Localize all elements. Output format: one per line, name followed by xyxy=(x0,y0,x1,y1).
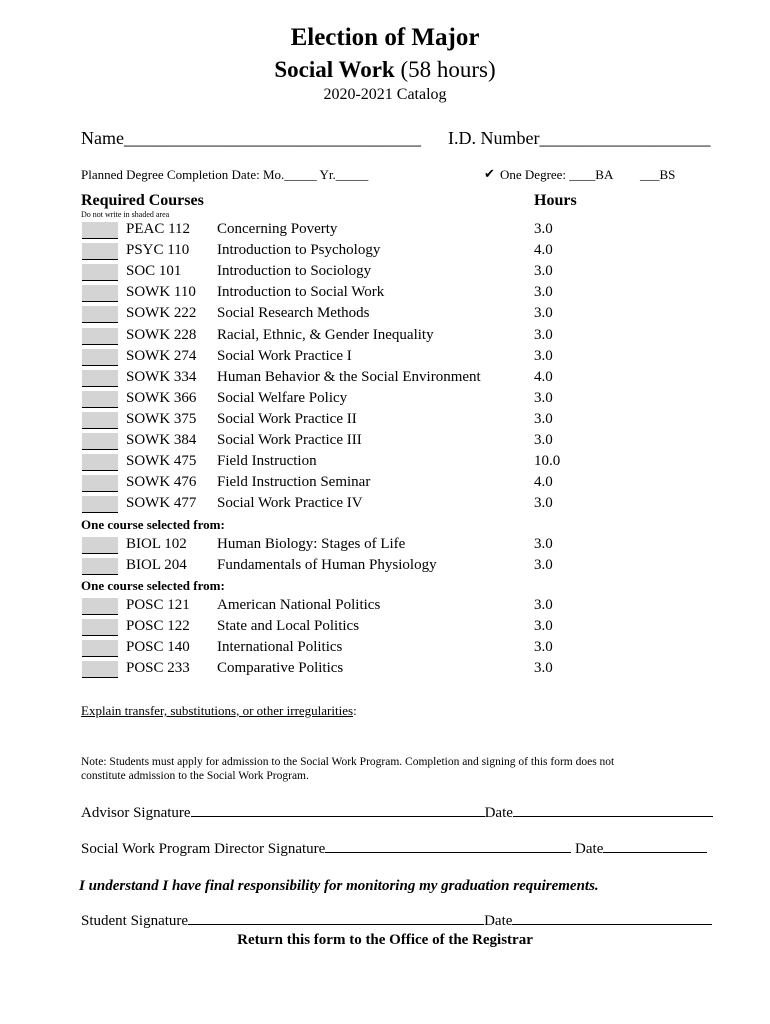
advisor-signature-row xyxy=(81,805,713,822)
course-name: Field Instruction xyxy=(217,453,317,470)
course-code: SOWK 366 xyxy=(126,389,197,406)
advisor-date-line[interactable] xyxy=(513,815,713,817)
shaded-check-box[interactable] xyxy=(82,454,118,471)
course-hours: 4.0 xyxy=(534,368,553,385)
shaded-check-box[interactable] xyxy=(82,222,118,239)
course-name: Fundamentals of Human Physiology xyxy=(217,557,437,573)
shaded-check-box[interactable] xyxy=(82,640,118,657)
course-name: Social Welfare Policy xyxy=(217,389,348,406)
course-name: Concerning Poverty xyxy=(217,221,338,237)
shaded-check-box[interactable] xyxy=(82,537,118,554)
shaded-check-box[interactable] xyxy=(82,328,118,345)
id-number-field[interactable]: I.D. Number___________________ xyxy=(448,128,711,148)
admission-note-line-2: constitute admission to the Social Work Program. xyxy=(81,770,309,782)
course-name: American National Politics xyxy=(217,597,381,613)
course-name: Introduction to Social Work xyxy=(217,284,385,301)
responsibility-period: . xyxy=(594,878,599,894)
course-row xyxy=(0,348,770,369)
course-hours: 3.0 xyxy=(534,263,553,280)
course-code: SOWK 477 xyxy=(126,495,197,512)
explain-colon: : xyxy=(353,703,357,718)
course-row xyxy=(0,453,770,474)
course-code: SOWK 475 xyxy=(126,453,197,470)
admission-note-line-1: Note: Students must apply for admission to the Social Work Program. Completion and signing of this form does not xyxy=(81,756,615,768)
shaded-area-note: Do not write in shaded area xyxy=(81,210,170,219)
hours-heading: Hours xyxy=(534,192,577,209)
course-code: SOWK 476 xyxy=(126,474,197,491)
course-hours: 3.0 xyxy=(534,618,553,634)
shaded-check-box[interactable] xyxy=(82,598,118,615)
director-signature-line[interactable] xyxy=(325,851,571,853)
course-hours: 3.0 xyxy=(534,221,553,237)
course-name: State and Local Politics xyxy=(217,618,360,634)
course-row xyxy=(0,305,770,326)
director-date-line[interactable] xyxy=(603,851,707,853)
shaded-check-box[interactable] xyxy=(82,433,118,450)
course-name: Comparative Politics xyxy=(217,660,344,676)
director-signature-row xyxy=(81,841,707,858)
student-signature-line[interactable] xyxy=(188,923,484,925)
course-hours: 3.0 xyxy=(534,284,553,301)
course-name: Racial, Ethnic, & Gender Inequality xyxy=(217,326,434,343)
course-hours: 10.0 xyxy=(534,453,561,470)
course-row xyxy=(0,474,770,495)
explain-irregularities-label[interactable] xyxy=(81,703,357,719)
form-subtitle xyxy=(0,57,770,83)
course-hours: 3.0 xyxy=(534,639,553,655)
course-row xyxy=(0,221,770,242)
student-date-label: Date xyxy=(484,913,513,929)
course-name: Introduction to Psychology xyxy=(217,242,381,259)
responsibility-statement xyxy=(79,878,599,895)
course-hours: 3.0 xyxy=(534,495,553,512)
course-name: International Politics xyxy=(217,639,343,655)
course-hours: 3.0 xyxy=(534,660,553,676)
course-row xyxy=(0,327,770,348)
form-title: Election of Major xyxy=(290,24,480,51)
shaded-check-box[interactable] xyxy=(82,412,118,429)
course-code: POSC 233 xyxy=(126,660,190,676)
required-courses-heading: Required Courses xyxy=(81,192,204,209)
course-hours: 3.0 xyxy=(534,536,553,552)
course-row xyxy=(0,639,770,660)
course-code: BIOL 204 xyxy=(126,557,187,573)
catalog-year: 2020-2021 Catalog xyxy=(323,86,447,103)
course-row xyxy=(0,390,770,411)
course-code: SOWK 110 xyxy=(126,284,196,301)
course-hours: 3.0 xyxy=(534,326,553,343)
course-code: SOWK 375 xyxy=(126,410,197,427)
course-hours: 3.0 xyxy=(534,410,553,427)
course-hours: 3.0 xyxy=(534,557,553,573)
course-hours: 3.0 xyxy=(534,347,553,364)
course-name: Social Research Methods xyxy=(217,305,370,322)
course-name: Social Work Practice I xyxy=(217,347,352,364)
shaded-check-box[interactable] xyxy=(82,619,118,636)
advisor-signature-label: Advisor Signature xyxy=(81,805,191,821)
name-field[interactable]: Name_________________________________ xyxy=(81,128,421,148)
shaded-check-box[interactable] xyxy=(82,661,118,678)
course-code: PEAC 112 xyxy=(126,221,191,237)
director-date-label: Date xyxy=(571,841,604,857)
shaded-check-box[interactable] xyxy=(82,496,118,513)
course-code: PSYC 110 xyxy=(126,242,190,259)
course-code: SOWK 384 xyxy=(126,432,197,448)
course-row xyxy=(0,618,770,639)
advisor-date-label: Date xyxy=(484,805,513,821)
course-code: SOWK 222 xyxy=(126,305,197,322)
shaded-check-box[interactable] xyxy=(82,243,118,260)
course-code: SOWK 334 xyxy=(126,368,197,385)
course-name: Social Work Practice IV xyxy=(217,495,363,512)
bs-field[interactable]: ___BS xyxy=(640,167,676,182)
major-hours: (58 hours) xyxy=(400,57,496,82)
shaded-check-box[interactable] xyxy=(82,475,118,492)
shaded-check-box[interactable] xyxy=(82,391,118,408)
course-row xyxy=(0,597,770,618)
shaded-check-box[interactable] xyxy=(82,370,118,387)
course-name: Human Behavior & the Social Environment xyxy=(217,368,481,385)
student-date-line[interactable] xyxy=(512,923,712,925)
course-hours: 3.0 xyxy=(534,389,553,406)
course-row xyxy=(0,263,770,284)
course-name: Human Biology: Stages of Life xyxy=(217,536,406,552)
course-code: SOC 101 xyxy=(126,263,182,280)
course-hours: 4.0 xyxy=(534,474,553,491)
course-row xyxy=(0,432,770,453)
course-name: Field Instruction Seminar xyxy=(217,474,371,491)
shaded-check-box[interactable] xyxy=(82,349,118,366)
explain-text: Explain transfer, substitutions, or other irregularities xyxy=(81,703,354,718)
student-signature-label: Student Signature xyxy=(81,913,189,929)
course-row xyxy=(0,660,770,681)
one-degree-ba-field[interactable]: One Degree: ____BA xyxy=(500,167,614,182)
course-hours: 4.0 xyxy=(534,242,553,259)
advisor-signature-line[interactable] xyxy=(191,815,485,817)
shaded-check-box[interactable] xyxy=(82,306,118,323)
course-row xyxy=(0,284,770,305)
course-hours: 3.0 xyxy=(534,597,553,613)
return-instruction: Return this form to the Office of the Registrar xyxy=(237,932,533,948)
major-name: Social Work xyxy=(274,57,395,82)
director-signature-label: Social Work Program Director Signature xyxy=(81,841,326,857)
course-hours: 3.0 xyxy=(534,432,553,448)
course-name: Social Work Practice III xyxy=(217,432,362,448)
course-code: POSC 140 xyxy=(126,639,190,655)
responsibility-text: I understand I have final responsibility for monitoring my graduation requirements xyxy=(79,878,595,894)
course-row xyxy=(0,369,770,390)
planned-completion-date[interactable]: Planned Degree Completion Date: Mo._____ Yr._____ xyxy=(81,167,369,182)
course-row xyxy=(0,411,770,432)
course-row xyxy=(0,557,770,578)
course-name: Introduction to Sociology xyxy=(217,263,372,280)
student-signature-row xyxy=(81,913,712,930)
politics-selection-heading: One course selected from: xyxy=(81,578,225,593)
course-code: BIOL 102 xyxy=(126,536,187,552)
course-code: SOWK 228 xyxy=(126,326,197,343)
course-row xyxy=(0,495,770,516)
course-row xyxy=(0,242,770,263)
course-code: SOWK 274 xyxy=(126,347,197,364)
course-row xyxy=(0,536,770,557)
shaded-check-box[interactable] xyxy=(82,285,118,302)
course-name: Social Work Practice II xyxy=(217,410,357,427)
course-code: POSC 121 xyxy=(126,597,190,613)
course-code: POSC 122 xyxy=(126,618,190,634)
shaded-check-box[interactable] xyxy=(82,264,118,281)
shaded-check-box[interactable] xyxy=(82,558,118,575)
biology-selection-heading: One course selected from: xyxy=(81,517,225,532)
course-hours: 3.0 xyxy=(534,305,553,322)
checkmark-icon: ✔ xyxy=(484,166,495,181)
